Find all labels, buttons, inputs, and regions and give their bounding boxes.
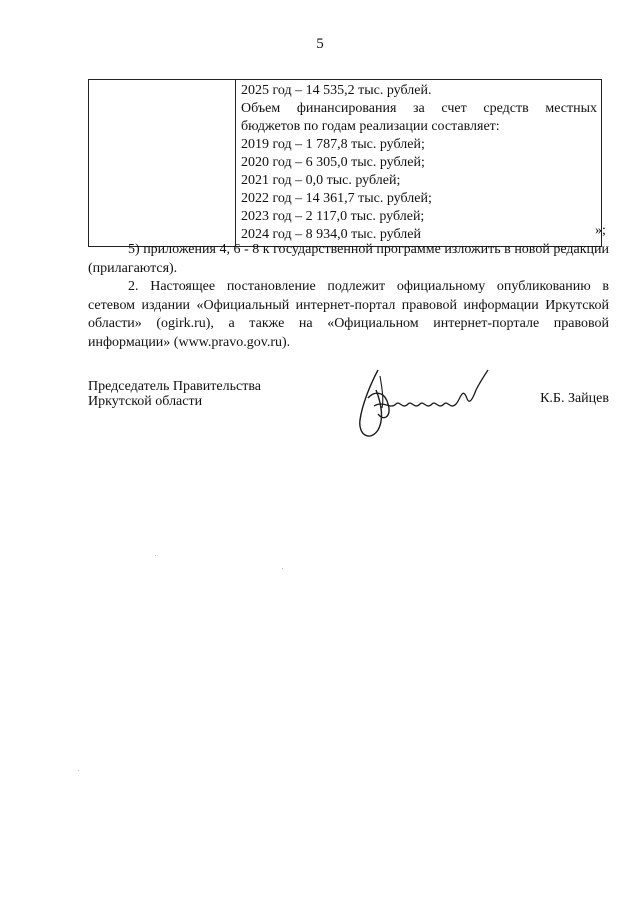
signatory-position xyxy=(88,379,261,409)
table-line: бюджетов по годам реализации составляет: xyxy=(241,119,500,134)
paragraph-item-5: 5) приложения 4, 6 - 8 к государственной программе изложить в новой редакции (прилагаются). xyxy=(88,242,609,276)
table-line: 2021 год – 0,0 тыс. рублей; xyxy=(241,173,401,188)
position-line: Председатель Правительства xyxy=(88,379,261,394)
table-line: Объем финансирования за счет средств местных xyxy=(241,101,597,116)
table-line: 2023 год – 2 117,0 тыс. рублей; xyxy=(241,209,425,224)
table-line: 2020 год – 6 305,0 тыс. рублей; xyxy=(241,155,425,170)
paragraph-item-2: 2. Настоящее постановление подлежит официальному опубликованию в сетевом издании «Официальный интернет-портал правовой информации Иркутской области» (ogirk.ru), а также на «Официальном интернет-портале правовой информации» (www.pravo.gov.ru). xyxy=(88,279,609,350)
handwritten-signature xyxy=(340,360,495,445)
table-left-cell xyxy=(89,80,236,247)
financing-table xyxy=(88,79,602,247)
table-line: 2025 год – 14 535,2 тыс. рублей. xyxy=(241,83,432,98)
scan-speck xyxy=(282,568,283,569)
table-line: 2019 год – 1 787,8 тыс. рублей; xyxy=(241,137,425,152)
signatory-name: К.Б. Зайцев xyxy=(540,391,609,406)
table-line: 2022 год – 14 361,7 тыс. рублей; xyxy=(241,191,432,206)
table-line: 2024 год – 8 934,0 тыс. рублей xyxy=(241,227,421,242)
closing-quote: »; xyxy=(595,223,606,238)
table-right-cell xyxy=(236,80,602,247)
scan-speck xyxy=(155,555,156,556)
page-number: 5 xyxy=(316,36,324,52)
scan-speck xyxy=(78,770,79,771)
position-line: Иркутской области xyxy=(88,394,203,409)
